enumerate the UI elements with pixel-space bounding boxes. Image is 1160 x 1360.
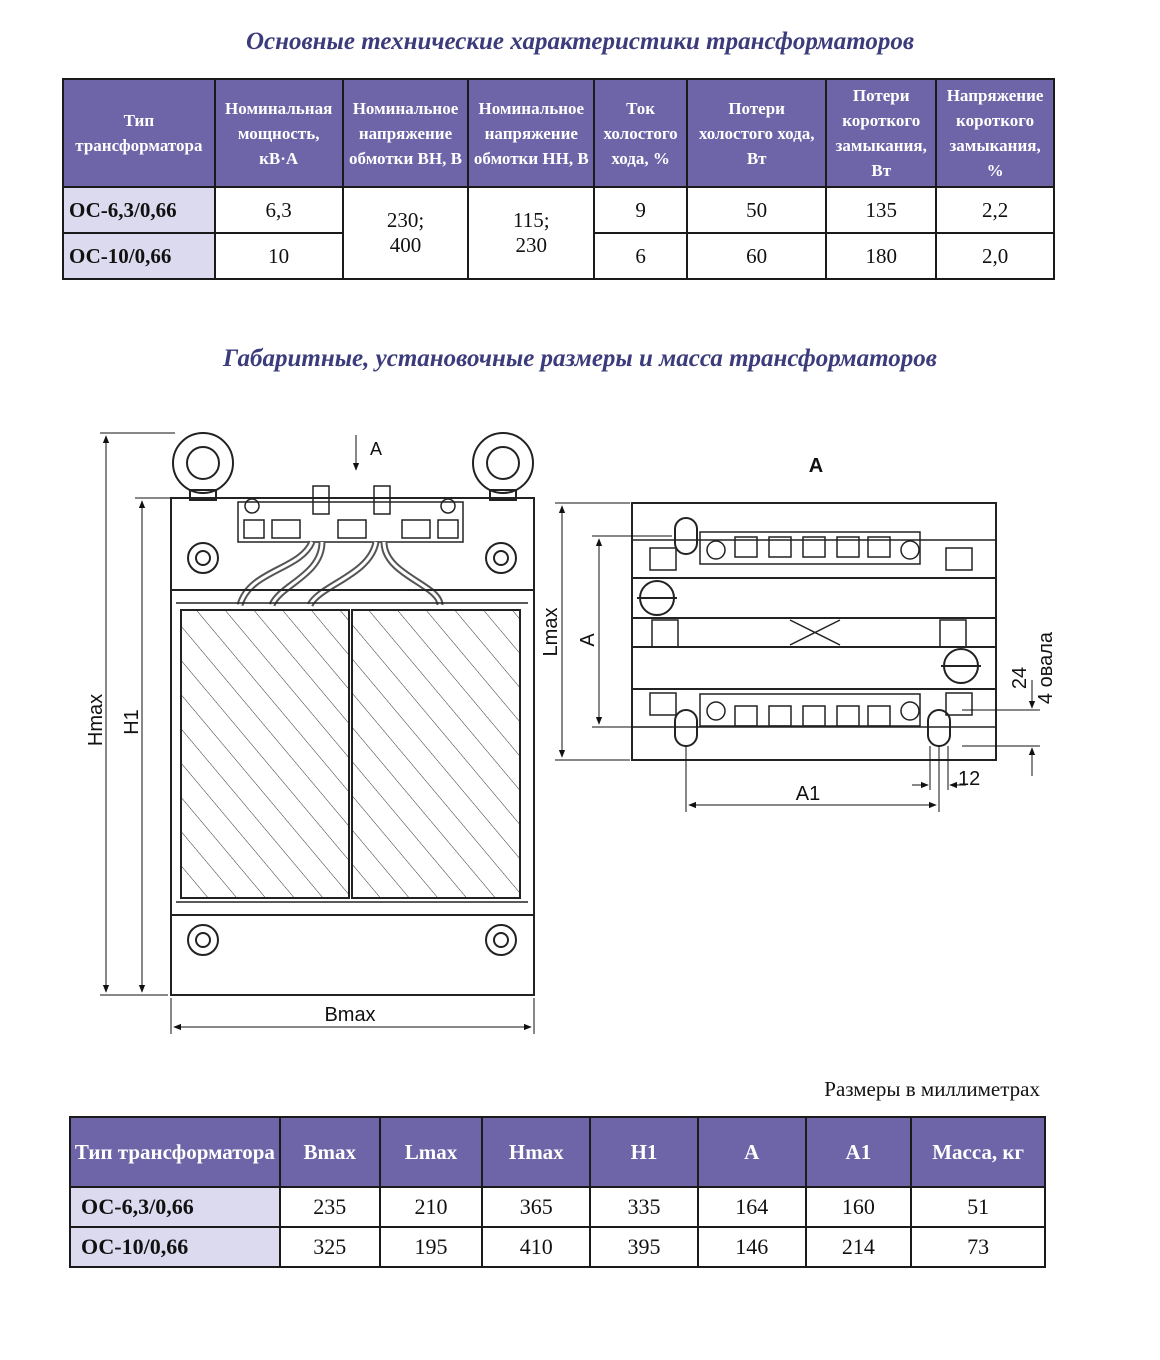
mass-cell: 51 xyxy=(911,1187,1045,1227)
hmax-cell: 365 xyxy=(482,1187,590,1227)
units-note: Размеры в миллиметрах xyxy=(824,1077,1040,1101)
col-header-uk: Напряжение короткого замыкания, % xyxy=(936,79,1054,187)
dims-header-row xyxy=(70,1117,1045,1187)
col-header-hmax: Hmax xyxy=(482,1117,590,1187)
col-header-nn: Номинальное напряжение обмотки НН, В xyxy=(468,79,594,187)
col-header-h1: H1 xyxy=(590,1117,698,1187)
dims-table xyxy=(69,1116,1046,1268)
uk-cell: 2,2 xyxy=(936,187,1054,233)
hmax-cell: 410 xyxy=(482,1227,590,1267)
bolt-icon xyxy=(188,925,218,955)
dim-24-label: 24 xyxy=(1009,666,1031,690)
table-row xyxy=(70,1227,1045,1267)
table-row xyxy=(70,1187,1045,1227)
h1-label: H1 xyxy=(121,709,143,735)
bmax-cell: 325 xyxy=(280,1227,380,1267)
bmax-label: Bmax xyxy=(324,1004,376,1026)
nn-value-2: 230 xyxy=(515,233,548,257)
coil-left xyxy=(181,610,349,898)
nn-value-1: 115; xyxy=(513,208,550,232)
dims-title: Габаритные, установочные размеры и масса трансформаторов xyxy=(223,345,937,372)
pk-cell: 180 xyxy=(826,233,936,279)
p0-cell: 60 xyxy=(687,233,826,279)
bmax-cell: 235 xyxy=(280,1187,380,1227)
power-cell: 10 xyxy=(215,233,343,279)
coil-right xyxy=(352,610,520,898)
col-header-type: Тип трансформатора xyxy=(63,79,215,187)
a-cell: 146 xyxy=(698,1227,806,1267)
dim-12-label: 12 xyxy=(958,768,981,790)
ovals-label: 4 овала xyxy=(1035,631,1057,705)
vn-value-2: 400 xyxy=(389,233,422,257)
i0-cell: 9 xyxy=(594,187,687,233)
lmax-cell: 195 xyxy=(380,1227,483,1267)
front-view xyxy=(171,433,534,995)
specs-title: Основные технические характеристики трансформаторов xyxy=(245,28,915,55)
a-cell: 164 xyxy=(698,1187,806,1227)
col-header-a1: A1 xyxy=(806,1117,912,1187)
col-header-vn: Номинальное напряжение обмотки ВН, В xyxy=(343,79,469,187)
hmax-label: Hmax xyxy=(85,693,107,747)
type-cell: ОС-6,3/0,66 xyxy=(63,187,215,233)
type-cell: ОС-10/0,66 xyxy=(63,233,215,279)
type-cell: ОС-10/0,66 xyxy=(70,1227,280,1267)
view-a-title: A xyxy=(808,455,824,477)
mounting-oval xyxy=(675,518,697,554)
col-header-type: Тип трансформатора xyxy=(70,1117,280,1187)
p0-cell: 50 xyxy=(687,187,826,233)
power-cell: 6,3 xyxy=(215,187,343,233)
h1-cell: 335 xyxy=(590,1187,698,1227)
lifting-eye-right xyxy=(473,433,533,500)
uk-cell: 2,0 xyxy=(936,233,1054,279)
i0-cell: 6 xyxy=(594,233,687,279)
lower-frame xyxy=(171,915,534,995)
lifting-eye-left xyxy=(173,433,233,500)
bottom-terminal-strip xyxy=(700,694,920,726)
col-header-p0: Потери холостого хода, Вт xyxy=(687,79,826,187)
lmax-label: Lmax xyxy=(540,607,562,657)
col-header-lmax: Lmax xyxy=(380,1117,483,1187)
h1-cell: 395 xyxy=(590,1227,698,1267)
bolt-icon xyxy=(486,925,516,955)
col-header-a: A xyxy=(698,1117,806,1187)
col-header-power: Номинальная мощность, кВ·А xyxy=(215,79,343,187)
top-view xyxy=(632,503,996,760)
mass-cell: 73 xyxy=(911,1227,1045,1267)
col-header-pk: Потери короткого замыкания, Вт xyxy=(826,79,936,187)
bolt-icon xyxy=(188,543,218,573)
a1-cell: 214 xyxy=(806,1227,912,1267)
a1-label: A1 xyxy=(795,783,821,805)
col-header-mass: Масса, кг xyxy=(911,1117,1045,1187)
a1-cell: 160 xyxy=(806,1187,912,1227)
view-arrow-label: A xyxy=(370,439,383,459)
top-dimensions xyxy=(555,503,1040,812)
bolt-icon xyxy=(486,543,516,573)
a-label: A xyxy=(577,633,599,647)
type-cell: ОС-6,3/0,66 xyxy=(70,1187,280,1227)
pk-cell: 135 xyxy=(826,187,936,233)
col-header-bmax: Bmax xyxy=(280,1117,380,1187)
lmax-cell: 210 xyxy=(380,1187,483,1227)
vn-value-1: 230; xyxy=(386,208,425,232)
col-header-i0: Ток холостого хода, % xyxy=(594,79,687,187)
mounting-oval xyxy=(675,710,697,746)
